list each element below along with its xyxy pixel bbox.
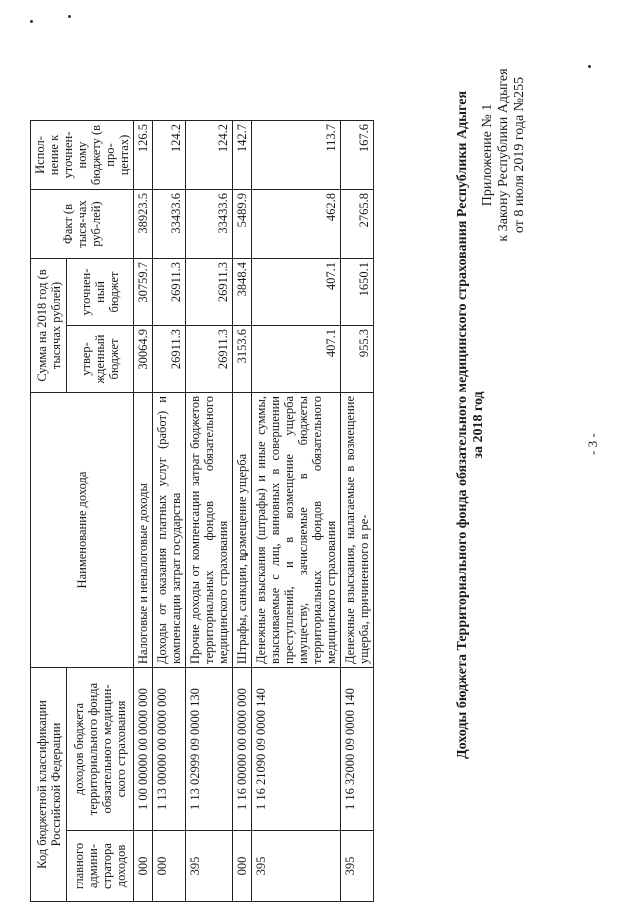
header-code-group: Код бюджетной классификации Российской Федерации (31, 668, 67, 902)
document-title (455, 5, 487, 845)
cell-code: 1 16 00000 00 0000 000 (233, 668, 252, 831)
header-refined: уточнен-ный бюджет (67, 259, 134, 326)
header-name: Наименование дохода (31, 393, 134, 668)
income-table (30, 120, 374, 902)
title-line2: за 2018 год (471, 391, 486, 459)
cell-refined: 26911.3 (153, 259, 186, 326)
cell-refined: 407.1 (252, 259, 341, 326)
cell-approved: 407.1 (252, 326, 341, 393)
table-row (252, 121, 341, 902)
table-row (153, 121, 186, 902)
cell-fact: 2765.8 (341, 190, 374, 259)
cell-admin: 395 (341, 831, 374, 902)
cell-code: 1 16 32000 09 0000 140 (341, 668, 374, 831)
cell-percent: 167.6 (341, 121, 374, 190)
annex-line3: от 8 июля 2019 года №255 (512, 76, 527, 234)
cell-admin: 000 (233, 831, 252, 902)
header-sum-group: Сумма на 2018 год (в тысячах рублей) (31, 259, 67, 393)
cell-approved: 955.3 (341, 326, 374, 393)
cell-name: Прочие доходы от компенсации затрат бюджетов территориальных фондов обязательного медицинского страхования (186, 393, 233, 668)
header-percent: Испол-нение к уточнен-ному бюджету (в про-центах) (31, 121, 134, 190)
cell-name: Денежные взыскания, налагаемые в возмещение ущерба, причиненного в ре- (341, 393, 374, 668)
table-row (341, 121, 374, 902)
cell-name: Доходы от оказания платных услуг (работ) и компенсации затрат государства (153, 393, 186, 668)
cell-admin: 395 (186, 831, 233, 902)
cell-fact: 5489.9 (233, 190, 252, 259)
table-row (134, 121, 153, 902)
cell-approved: 26911.3 (153, 326, 186, 393)
cell-refined: 1650.1 (341, 259, 374, 326)
cell-fact: 33433.6 (153, 190, 186, 259)
cell-fact: 462.8 (252, 190, 341, 259)
cell-percent: 126.5 (134, 121, 153, 190)
header-approved: утвер-жденный бюджет (67, 326, 134, 393)
cell-percent: 124.2 (153, 121, 186, 190)
cell-code: 1 00 00000 00 0000 000 (134, 668, 153, 831)
cell-approved: 3153.6 (233, 326, 252, 393)
cell-approved: 26911.3 (186, 326, 233, 393)
title-line1: Доходы бюджета Территориального фонда обязательного медицинского страхования Республики Адыгея (455, 90, 470, 760)
table-row (186, 121, 233, 902)
cell-percent: 113.7 (252, 121, 341, 190)
cell-refined: 30759.7 (134, 259, 153, 326)
cell-percent: 142.7 (233, 121, 252, 190)
cell-name: Штрафы, санкции, возмещение ущерба (233, 393, 252, 668)
cell-name: Денежные взыскания (штрафы) и иные суммы, взыскиваемые с лиц, виновных в совершении преступлений, и в возмещение ущерба имуществу, зачисляемые в бюджеты территориальных фондов обязательного медицинского страхования (252, 393, 341, 668)
cell-fact: 33433.6 (186, 190, 233, 259)
cell-code: 1 13 02999 09 0000 130 (186, 668, 233, 831)
annex-line2: к Закону Республики Адыгея (496, 68, 511, 242)
page-number: - 3 - (585, 433, 600, 455)
cell-name: Налоговые и неналоговые доходы (134, 393, 153, 668)
cell-admin: 000 (153, 831, 186, 902)
cell-code: 1 16 21090 09 0000 140 (252, 668, 341, 831)
cell-admin: 395 (252, 831, 341, 902)
header-fact: Факт (в тыся-чах руб-лей) (31, 190, 134, 259)
cell-percent: 124.2 (186, 121, 233, 190)
header-admin: главного админи-стратора доходов (67, 831, 134, 902)
cell-refined: 3848.4 (233, 259, 252, 326)
annex-header (480, 5, 528, 305)
header-income-code: доходов бюджета территориального фонда обязательного медицин-ского страхования (67, 668, 134, 831)
table-row (233, 121, 252, 902)
cell-refined: 26911.3 (186, 259, 233, 326)
cell-approved: 30064.9 (134, 326, 153, 393)
cell-code: 1 13 00000 00 0000 000 (153, 668, 186, 831)
cell-fact: 38923.5 (134, 190, 153, 259)
cell-admin: 000 (134, 831, 153, 902)
header-row (31, 121, 67, 902)
annex-line1: Приложение № 1 (480, 103, 495, 207)
